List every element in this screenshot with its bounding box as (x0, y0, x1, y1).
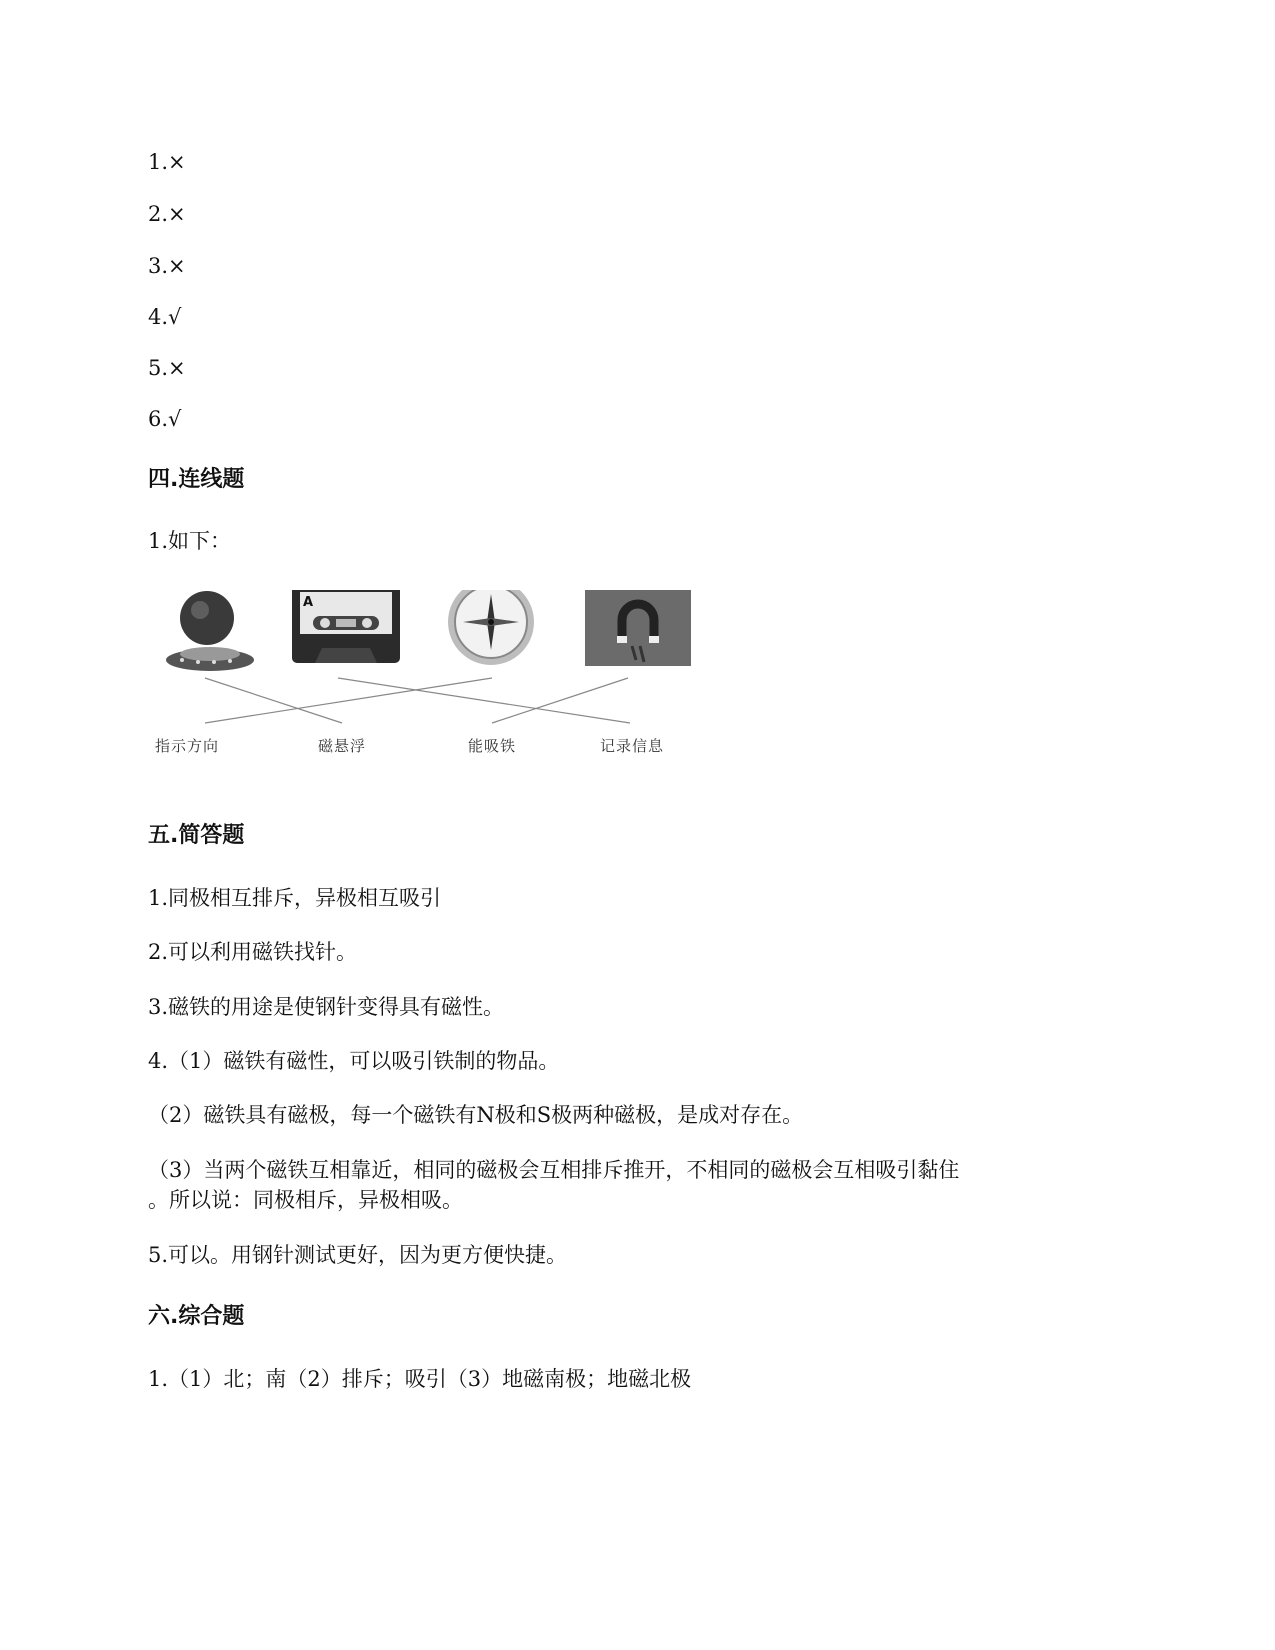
section-heading: 五.简答题 (148, 823, 245, 848)
answer-line: 2.× (148, 202, 186, 226)
answer-line: 4.√ (148, 305, 182, 329)
section-heading: 四.连线题 (148, 467, 245, 492)
answer-line: 2.可以利用磁铁找针。 (148, 940, 358, 964)
caption-attract-iron: 能吸铁 (468, 737, 517, 755)
match-line (338, 678, 630, 723)
cassette-tape-image (292, 590, 400, 663)
answer-line: 5.× (148, 356, 186, 380)
answer-line: 3.× (148, 254, 186, 278)
section-heading: 六.综合题 (148, 1304, 245, 1329)
answer-line: 1.如下： (148, 529, 232, 553)
answer-line: 5.可以。用钢针测试更好，因为更方便快捷。 (148, 1243, 568, 1267)
answer-line: 3.磁铁的用途是使钢针变得具有磁性。 (148, 995, 505, 1019)
caption-maglev: 磁悬浮 (318, 737, 367, 755)
match-line (205, 678, 492, 723)
matching-lines (205, 678, 630, 723)
match-line (492, 678, 628, 723)
compass-image (448, 590, 534, 665)
answer-line: 1.同极相互排斥，异极相互吸引 (148, 886, 442, 910)
caption-direction: 指示方向 (155, 737, 220, 755)
answer-line: 4.（1）磁铁有磁性，可以吸引铁制的物品。 (148, 1049, 560, 1073)
answer-line: 1.× (148, 150, 186, 174)
answer-line: 1.（1）北；南（2）排斥；吸引（3）地磁南极；地磁北极 (148, 1367, 692, 1391)
cassette-letter: A (303, 595, 314, 610)
match-line (205, 678, 342, 723)
answer-line: 6.√ (148, 407, 182, 431)
answer-line: （3）当两个磁铁互相靠近，相同的磁极会互相排斥推开，不相同的磁极会互相吸引黏住 (148, 1158, 960, 1182)
maglev-globe-image (166, 591, 254, 671)
answer-line: 。所以说：同极相斥，异极相吸。 (148, 1188, 463, 1212)
caption-record-info: 记录信息 (600, 737, 665, 755)
answer-line: （2）磁铁具有磁极，每一个磁铁有N极和S极两种磁极，是成对存在。 (148, 1103, 804, 1127)
horseshoe-magnet-image (585, 590, 691, 666)
